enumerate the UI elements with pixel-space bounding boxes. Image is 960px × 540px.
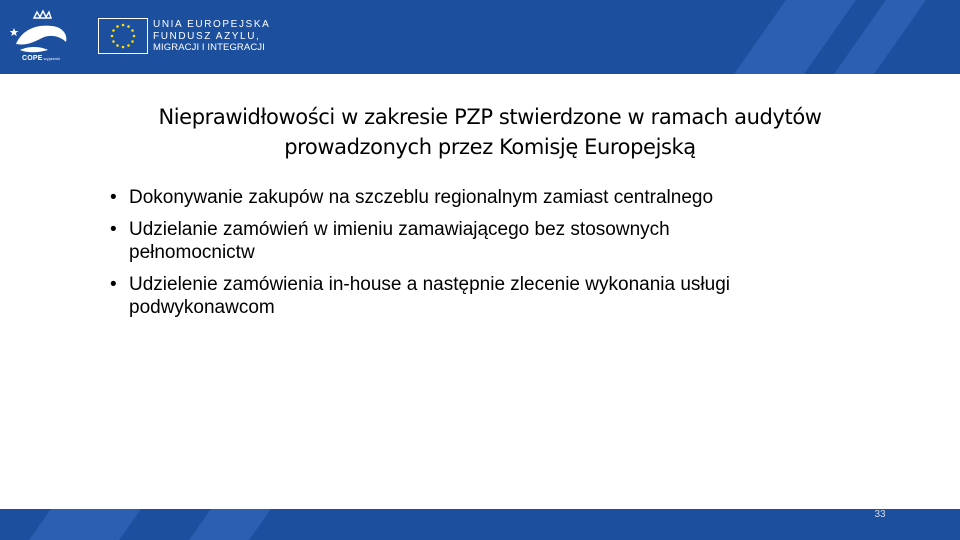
eu-line-3: MIGRACJI I INTEGRACJI xyxy=(153,42,265,53)
footer-stripe xyxy=(29,509,141,540)
bullet-dot-icon: • xyxy=(110,187,117,208)
eu-star-icon xyxy=(127,44,130,47)
bullet-item xyxy=(110,273,830,319)
eu-star-icon xyxy=(131,40,134,43)
header-stripe xyxy=(734,0,856,74)
bullet-dot-icon: • xyxy=(110,219,117,240)
cope-logo-text xyxy=(22,55,60,62)
eu-star-icon xyxy=(112,40,115,43)
bullet-text: Dokonywanie zakupów na szczeblu regionalnym zamiast centralnego xyxy=(129,187,714,208)
eu-star-icon xyxy=(116,25,119,28)
page-number: 33 xyxy=(874,509,886,520)
eu-star-icon xyxy=(131,29,134,32)
eu-line-2: FUNDUSZ AZYLU, xyxy=(153,30,261,42)
footer-band xyxy=(0,509,960,540)
bullet-text: Udzielenie zamówienia in-house a następnie zlecenie wykonania usługi xyxy=(129,274,730,295)
bullet-item xyxy=(110,186,830,209)
slide-title xyxy=(90,102,890,162)
eu-line-1: UNIA EUROPEJSKA xyxy=(153,19,271,30)
eu-star-icon xyxy=(122,24,125,27)
title-line-2: prowadzonych przez Komisję Europejską xyxy=(284,135,696,159)
footer-stripe xyxy=(189,509,271,540)
eu-fund-text xyxy=(153,19,270,54)
eu-star-icon xyxy=(127,25,130,28)
eu-star-icon xyxy=(116,44,119,47)
bullet-item xyxy=(110,218,830,264)
eu-star-icon xyxy=(133,35,136,38)
eu-star-icon xyxy=(112,29,115,32)
eu-star-icon xyxy=(111,35,114,38)
bullet-text-continued: podwykonawcom xyxy=(129,297,275,318)
cope-sublabel: wyjaśnić xyxy=(43,56,61,61)
header-band xyxy=(0,0,960,74)
bullet-text: Udzielanie zamówień w imieniu zamawiającego bez stosownych xyxy=(129,219,670,240)
eu-star-icon xyxy=(122,46,125,49)
eu-flag-icon xyxy=(98,18,148,54)
bullet-text-continued: pełnomocnictw xyxy=(129,242,255,263)
title-line-1: Nieprawidłowości w zakresie PZP stwierdzone w ramach audytów xyxy=(158,105,822,129)
bullet-list xyxy=(110,186,830,328)
bullet-dot-icon: • xyxy=(110,274,117,295)
cope-label: COPE xyxy=(22,55,43,62)
